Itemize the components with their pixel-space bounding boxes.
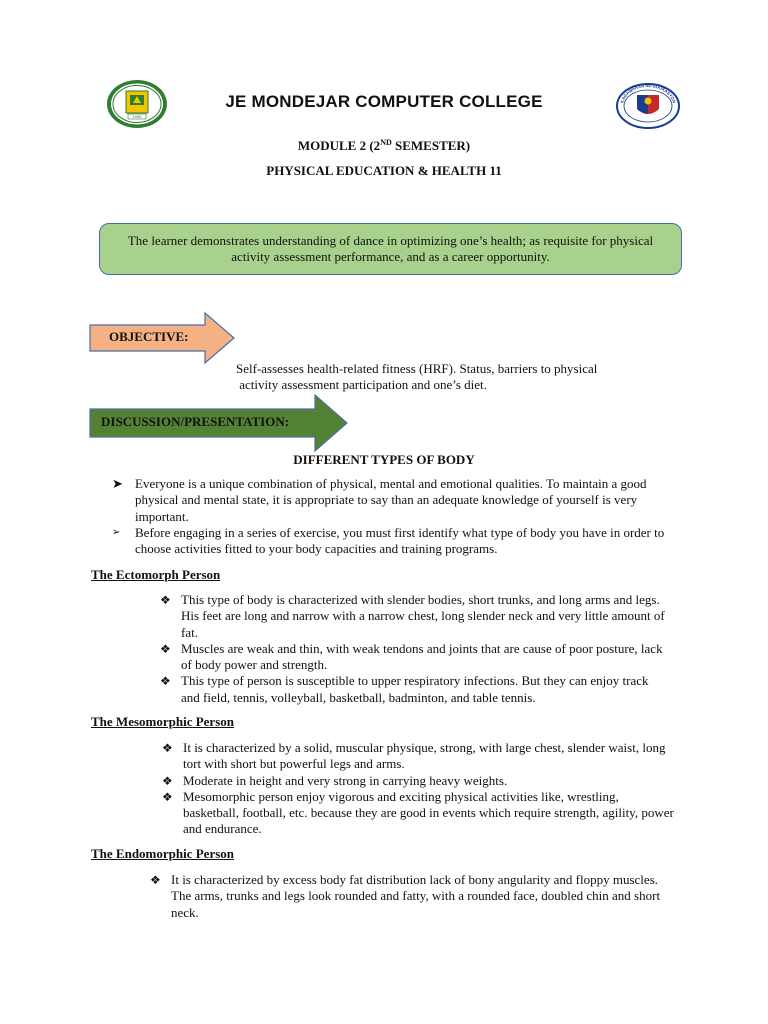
arrowhead-bullet-icon: ➤ bbox=[112, 476, 123, 491]
diamond-bullet-icon: ❖ bbox=[150, 873, 161, 887]
svg-text:KAGAWARAN NG EDUKASYON: KAGAWARAN NG EDUKASYON bbox=[619, 83, 677, 104]
diamond-bullet-icon: ❖ bbox=[160, 674, 171, 689]
subject-heading: PHYSICAL EDUCATION & HEALTH 11 bbox=[266, 163, 502, 178]
list-item: ➢ Before engaging in a series of exercise, you must first identify what type of body you have in order to choose activities fitted to your body capacities and training programs. bbox=[112, 524, 665, 557]
discussion-label: DISCUSSION/PRESENTATION: bbox=[101, 414, 290, 429]
deped-seal-logo bbox=[615, 83, 681, 129]
diamond-bullet-icon: ❖ bbox=[160, 593, 171, 607]
endomorph-heading: The Endomorphic Person bbox=[91, 846, 235, 861]
module-heading: MODULE 2 (2ND SEMESTER) bbox=[297, 138, 471, 153]
college-name: JE MONDEJAR COMPUTER COLLEGE bbox=[225, 92, 543, 111]
content-standard-text: The learner demonstrates understanding of dance in optimizing one’s health; as requisite for physical activity assessment performance, and as a career opportunity. bbox=[127, 233, 654, 264]
diamond-bullet-icon: ❖ bbox=[160, 641, 171, 656]
ectomorph-heading: The Ectomorph Person bbox=[91, 567, 221, 582]
list-item: ❖ Muscles are weak and thin, with weak tendons and joints that are cause of poor posture, lack of body power and strength. bbox=[160, 640, 663, 673]
list-item: ❖ Moderate in height and very strong in carrying heavy weights. bbox=[162, 772, 508, 788]
endomorph-list bbox=[150, 872, 670, 921]
mesomorph-list bbox=[162, 740, 676, 838]
list-item: ❖ It is characterized by excess body fat distribution lack of bony angularity and floppy muscles. The arms, trunks and legs look rounded and fatty, with a rounded face, doubled chin and short neck. bbox=[150, 872, 661, 920]
list-item: ❖ It is characterized by a solid, muscular physique, strong, with large chest, slender waist, long tort with short but powerful legs and arms. bbox=[162, 740, 666, 772]
ectomorph-list bbox=[160, 592, 670, 706]
list-item: ❖ This type of person is susceptible to upper respiratory infections. But they can enjoy track and field, tennis, volleyball, basketball, badminton, and table tennis. bbox=[160, 673, 649, 705]
objective-label: OBJECTIVE: bbox=[109, 329, 189, 344]
intro-list bbox=[112, 476, 672, 557]
list-item: ❖ Mesomorphic person enjoy vigorous and exciting physical activities like, wrestling, basketball, football, etc. because they are good in events which require strength, agility, power and endurance. bbox=[162, 788, 674, 837]
objective-text: Self-assesses health-related fitness (HRF). Status, barriers to physical activity assessment participation and one’s diet. bbox=[236, 361, 598, 392]
list-item: ❖ This type of body is characterized with slender bodies, short trunks, and long arms and legs. His feet are long and narrow with a narrow chest, long slender neck and very little amount of fat. bbox=[160, 592, 665, 640]
section-title: DIFFERENT TYPES OF BODY bbox=[293, 452, 475, 467]
mesomorph-heading: The Mesomorphic Person bbox=[91, 714, 234, 729]
content-standard-box bbox=[99, 223, 682, 275]
diamond-bullet-icon: ❖ bbox=[162, 789, 173, 804]
diamond-bullet-icon: ❖ bbox=[162, 741, 173, 755]
arrowhead-bullet-icon: ➢ bbox=[112, 526, 121, 538]
svg-text:1996: 1996 bbox=[132, 114, 142, 120]
diamond-bullet-icon: ❖ bbox=[162, 773, 173, 788]
list-item: ➤ Everyone is a unique combination of physical, mental and emotional qualities. To maintain a good physical and mental state, it is appropriate to say than an adequate knowledge of yourself is very important. bbox=[112, 476, 647, 524]
